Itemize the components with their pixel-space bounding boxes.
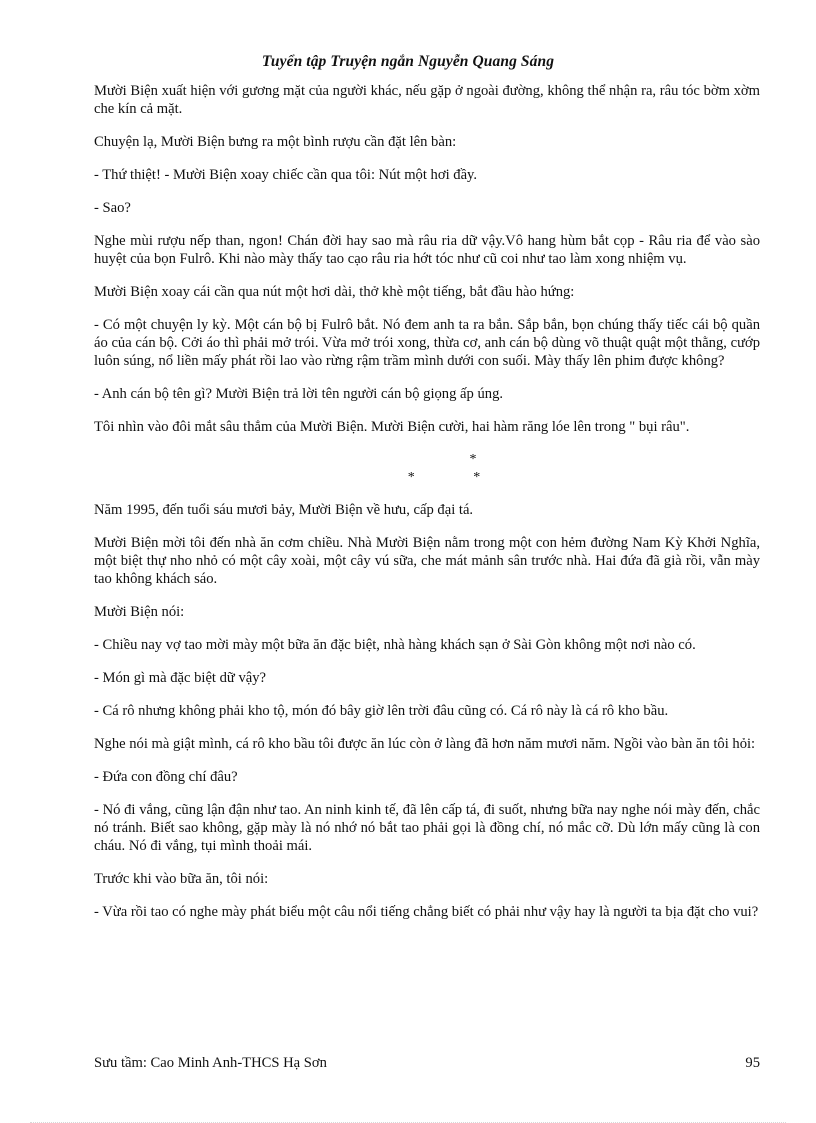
paragraph: Chuyện lạ, Mười Biện bưng ra một bình rượu cần đặt lên bàn:	[94, 134, 457, 150]
paragraph: - Sao?	[94, 200, 131, 216]
paragraph: - Anh cán bộ tên gì? Mười Biện trả lời tên người cán bộ giọng ấp úng.	[94, 386, 504, 402]
paragraph: Mười Biện xoay cái cần qua nút một hơi dài, thở khè một tiếng, bắt đầu hào hứng:	[94, 284, 575, 300]
paragraph: Nghe nói mà giật mình, cá rô kho bầu tôi được ăn lúc còn ở làng đã hơn năm mươi năm. Ngồi vào bàn ăn tôi hỏi:	[94, 736, 756, 752]
paragraph: - Đứa con đồng chí đâu?	[94, 769, 238, 785]
paragraph: Năm 1995, đến tuổi sáu mươi bảy, Mười Biện về hưu, cấp đại tá.	[94, 502, 474, 518]
paragraph: Mười Biện xuất hiện với gương mặt của người khác, nếu gặp ở ngoài đường, không thể nhận ra, râu tóc bờm xờm che kín cả mặt.	[94, 83, 760, 117]
paragraph: - Chiều nay vợ tao mời mày một bữa ăn đặc biệt, nhà hàng khách sạn ở Sài Gòn không một nơi nào có.	[94, 637, 696, 653]
paragraph: Mười Biện nói:	[94, 604, 185, 620]
footer-source: Sưu tầm: Cao Minh Anh-THCS Hạ Sơn	[94, 1055, 327, 1071]
story-body	[94, 82, 760, 936]
paragraph: - Nó đi vắng, cũng lận đận như tao. An ninh kinh tế, đã lên cấp tá, đi suốt, nhưng bữa nay nghe nói mày đến, chắc nó tránh. Biết sao không, gặp mày là nó nhớ nó bắt tao phải gọi là đồng chí, nó mắc cỡ. Dù lớn mấy cũng là con cháu. Nó đi vắng, tụi mình thoải mái.	[94, 802, 760, 854]
separator-star-top: *	[469, 452, 477, 467]
paragraph: - Vừa rồi tao có nghe mày phát biểu một câu nổi tiếng chẳng biết có phải như vậy hay là người ta bịa đặt cho vui?	[94, 904, 759, 920]
paragraph: - Có một chuyện ly kỳ. Một cán bộ bị Fulrô bắt. Nó đem anh ta ra bắn. Sắp bắn, bọn chúng thấy tiếc cái bộ quần áo của cán bộ. Cởi áo thì phải mở trói. Vừa mở trói xong, thừa cơ, anh cán bộ dùng võ thuật quật một thằng, cướp luôn súng, nổ liền mấy phát rồi lao vào rừng rậm trầm mình dưới con suối. Mày thấy lên phim được không?	[94, 317, 760, 369]
paragraph: Tôi nhìn vào đôi mắt sâu thẳm của Mười Biện. Mười Biện cười, hai hàm răng lóe lên trong " bụi râu".	[94, 419, 690, 435]
paragraph: - Món gì mà đặc biệt dữ vậy?	[94, 670, 267, 686]
separator-stars-bottom: * *	[407, 470, 481, 485]
paragraph: - Thứ thiệt! - Mười Biện xoay chiếc cần qua tôi: Nút một hơi đầy.	[94, 167, 478, 183]
section-separator	[94, 451, 760, 487]
paragraph: Nghe mùi rượu nếp than, ngon! Chán đời hay sao mà râu ria dữ vậy.Vô hang hùm bắt cọp - Râu ria để vào sào huyệt của bọn Fulrô. Khi nào mày thấy tao cạo râu ria hớt tóc như cũ coi như tao làm xong nhiệm vụ.	[94, 233, 760, 267]
page-number: 95	[745, 1055, 760, 1071]
paragraph: - Cá rô nhưng không phải kho tộ, món đó bây giờ lên trời đâu cũng có. Cá rô này là cá rô kho bầu.	[94, 703, 669, 719]
page-header-title: Tuyển tập Truyện ngắn Nguyễn Quang Sáng	[261, 53, 555, 70]
page-footer	[94, 1055, 760, 1072]
paragraph: Trước khi vào bữa ăn, tôi nói:	[94, 871, 269, 887]
paragraph: Mười Biện mời tôi đến nhà ăn cơm chiều. Nhà Mười Biện nằm trong một con hẻm đường Nam Kỳ Khởi Nghĩa, một biệt thự nho nhỏ có một cây xoài, một cây vú sữa, che mát mảnh sân trước nhà. Hai đứa đã già rồi, vẫn mày tao không khách sáo.	[94, 535, 760, 587]
